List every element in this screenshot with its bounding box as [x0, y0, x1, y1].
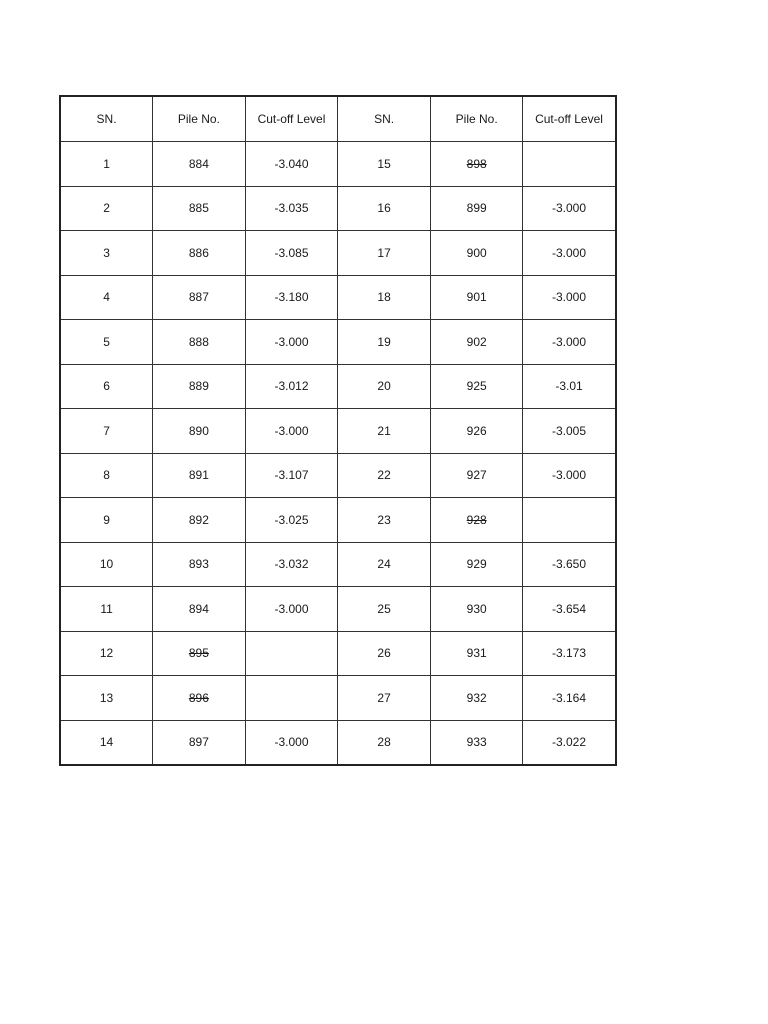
table-row [60, 186, 616, 231]
left-sn-cell: 11 [60, 587, 153, 632]
right-cutoff-level-cell: -3.022 [523, 720, 616, 765]
table-body [60, 142, 616, 766]
table-row [60, 587, 616, 632]
right-cutoff-level-cell [523, 142, 616, 187]
left-pile-no-cell: 889 [153, 364, 246, 409]
right-sn-cell: 21 [338, 409, 431, 454]
left-sn-cell: 12 [60, 631, 153, 676]
table-row [60, 275, 616, 320]
left-sn-cell: 3 [60, 231, 153, 276]
left-pile-no-cell: 896 [153, 676, 246, 721]
left-pile-no-cell: 893 [153, 542, 246, 587]
header-row [60, 96, 616, 142]
header-cutoff-level-right: Cut-off Level [523, 96, 616, 142]
right-cutoff-level-cell: -3.000 [523, 453, 616, 498]
right-cutoff-level-cell [523, 498, 616, 543]
left-cutoff-level-cell: -3.180 [245, 275, 338, 320]
right-cutoff-level-cell: -3.173 [523, 631, 616, 676]
header-pile-no-right: Pile No. [430, 96, 523, 142]
left-pile-no-cell: 887 [153, 275, 246, 320]
left-pile-no-cell: 891 [153, 453, 246, 498]
left-cutoff-level-cell: -3.000 [245, 720, 338, 765]
header-pile-no-left: Pile No. [153, 96, 246, 142]
left-sn-cell: 1 [60, 142, 153, 187]
right-cutoff-level-cell: -3.000 [523, 320, 616, 365]
left-sn-cell: 9 [60, 498, 153, 543]
table-row [60, 631, 616, 676]
left-cutoff-level-cell: -3.040 [245, 142, 338, 187]
left-cutoff-level-cell: -3.000 [245, 409, 338, 454]
left-sn-cell: 7 [60, 409, 153, 454]
table-row [60, 142, 616, 187]
right-pile-no-cell: 927 [430, 453, 523, 498]
left-pile-no-cell: 886 [153, 231, 246, 276]
right-cutoff-level-cell: -3.000 [523, 275, 616, 320]
left-pile-no-cell: 894 [153, 587, 246, 632]
table-row [60, 320, 616, 365]
right-sn-cell: 24 [338, 542, 431, 587]
header-cutoff-level-left: Cut-off Level [245, 96, 338, 142]
header-sn-left: SN. [60, 96, 153, 142]
left-cutoff-level-cell: -3.000 [245, 320, 338, 365]
table-row [60, 676, 616, 721]
left-pile-no-cell: 885 [153, 186, 246, 231]
table-row [60, 231, 616, 276]
left-sn-cell: 14 [60, 720, 153, 765]
right-cutoff-level-cell: -3.000 [523, 231, 616, 276]
right-cutoff-level-cell: -3.164 [523, 676, 616, 721]
right-pile-no-cell: 932 [430, 676, 523, 721]
right-pile-no-cell: 925 [430, 364, 523, 409]
table-row [60, 364, 616, 409]
right-pile-no-cell: 900 [430, 231, 523, 276]
left-pile-no-cell: 884 [153, 142, 246, 187]
pile-cutoff-table [59, 95, 617, 766]
table-row [60, 720, 616, 765]
right-sn-cell: 23 [338, 498, 431, 543]
header-sn-right: SN. [338, 96, 431, 142]
table-row [60, 498, 616, 543]
left-cutoff-level-cell [245, 631, 338, 676]
left-cutoff-level-cell: -3.085 [245, 231, 338, 276]
left-pile-no-cell: 888 [153, 320, 246, 365]
left-sn-cell: 13 [60, 676, 153, 721]
right-pile-no-cell: 899 [430, 186, 523, 231]
right-sn-cell: 28 [338, 720, 431, 765]
left-sn-cell: 2 [60, 186, 153, 231]
right-pile-no-cell: 930 [430, 587, 523, 632]
right-sn-cell: 22 [338, 453, 431, 498]
right-pile-no-cell: 929 [430, 542, 523, 587]
left-sn-cell: 4 [60, 275, 153, 320]
left-pile-no-cell: 892 [153, 498, 246, 543]
left-cutoff-level-cell: -3.035 [245, 186, 338, 231]
table-row [60, 409, 616, 454]
left-pile-no-cell: 895 [153, 631, 246, 676]
right-pile-no-cell: 933 [430, 720, 523, 765]
right-cutoff-level-cell: -3.01 [523, 364, 616, 409]
right-sn-cell: 18 [338, 275, 431, 320]
right-pile-no-cell: 928 [430, 498, 523, 543]
right-cutoff-level-cell: -3.000 [523, 186, 616, 231]
left-sn-cell: 6 [60, 364, 153, 409]
left-sn-cell: 10 [60, 542, 153, 587]
left-sn-cell: 8 [60, 453, 153, 498]
right-sn-cell: 16 [338, 186, 431, 231]
right-sn-cell: 27 [338, 676, 431, 721]
left-pile-no-cell: 890 [153, 409, 246, 454]
right-pile-no-cell: 931 [430, 631, 523, 676]
right-cutoff-level-cell: -3.650 [523, 542, 616, 587]
table-row [60, 453, 616, 498]
left-cutoff-level-cell: -3.032 [245, 542, 338, 587]
right-sn-cell: 19 [338, 320, 431, 365]
right-cutoff-level-cell: -3.654 [523, 587, 616, 632]
right-sn-cell: 15 [338, 142, 431, 187]
left-pile-no-cell: 897 [153, 720, 246, 765]
left-cutoff-level-cell [245, 676, 338, 721]
left-cutoff-level-cell: -3.107 [245, 453, 338, 498]
table-header [60, 96, 616, 142]
right-pile-no-cell: 898 [430, 142, 523, 187]
right-sn-cell: 25 [338, 587, 431, 632]
right-cutoff-level-cell: -3.005 [523, 409, 616, 454]
right-pile-no-cell: 902 [430, 320, 523, 365]
right-pile-no-cell: 926 [430, 409, 523, 454]
right-sn-cell: 26 [338, 631, 431, 676]
right-pile-no-cell: 901 [430, 275, 523, 320]
table-row [60, 542, 616, 587]
left-cutoff-level-cell: -3.025 [245, 498, 338, 543]
left-cutoff-level-cell: -3.000 [245, 587, 338, 632]
right-sn-cell: 17 [338, 231, 431, 276]
right-sn-cell: 20 [338, 364, 431, 409]
left-cutoff-level-cell: -3.012 [245, 364, 338, 409]
left-sn-cell: 5 [60, 320, 153, 365]
